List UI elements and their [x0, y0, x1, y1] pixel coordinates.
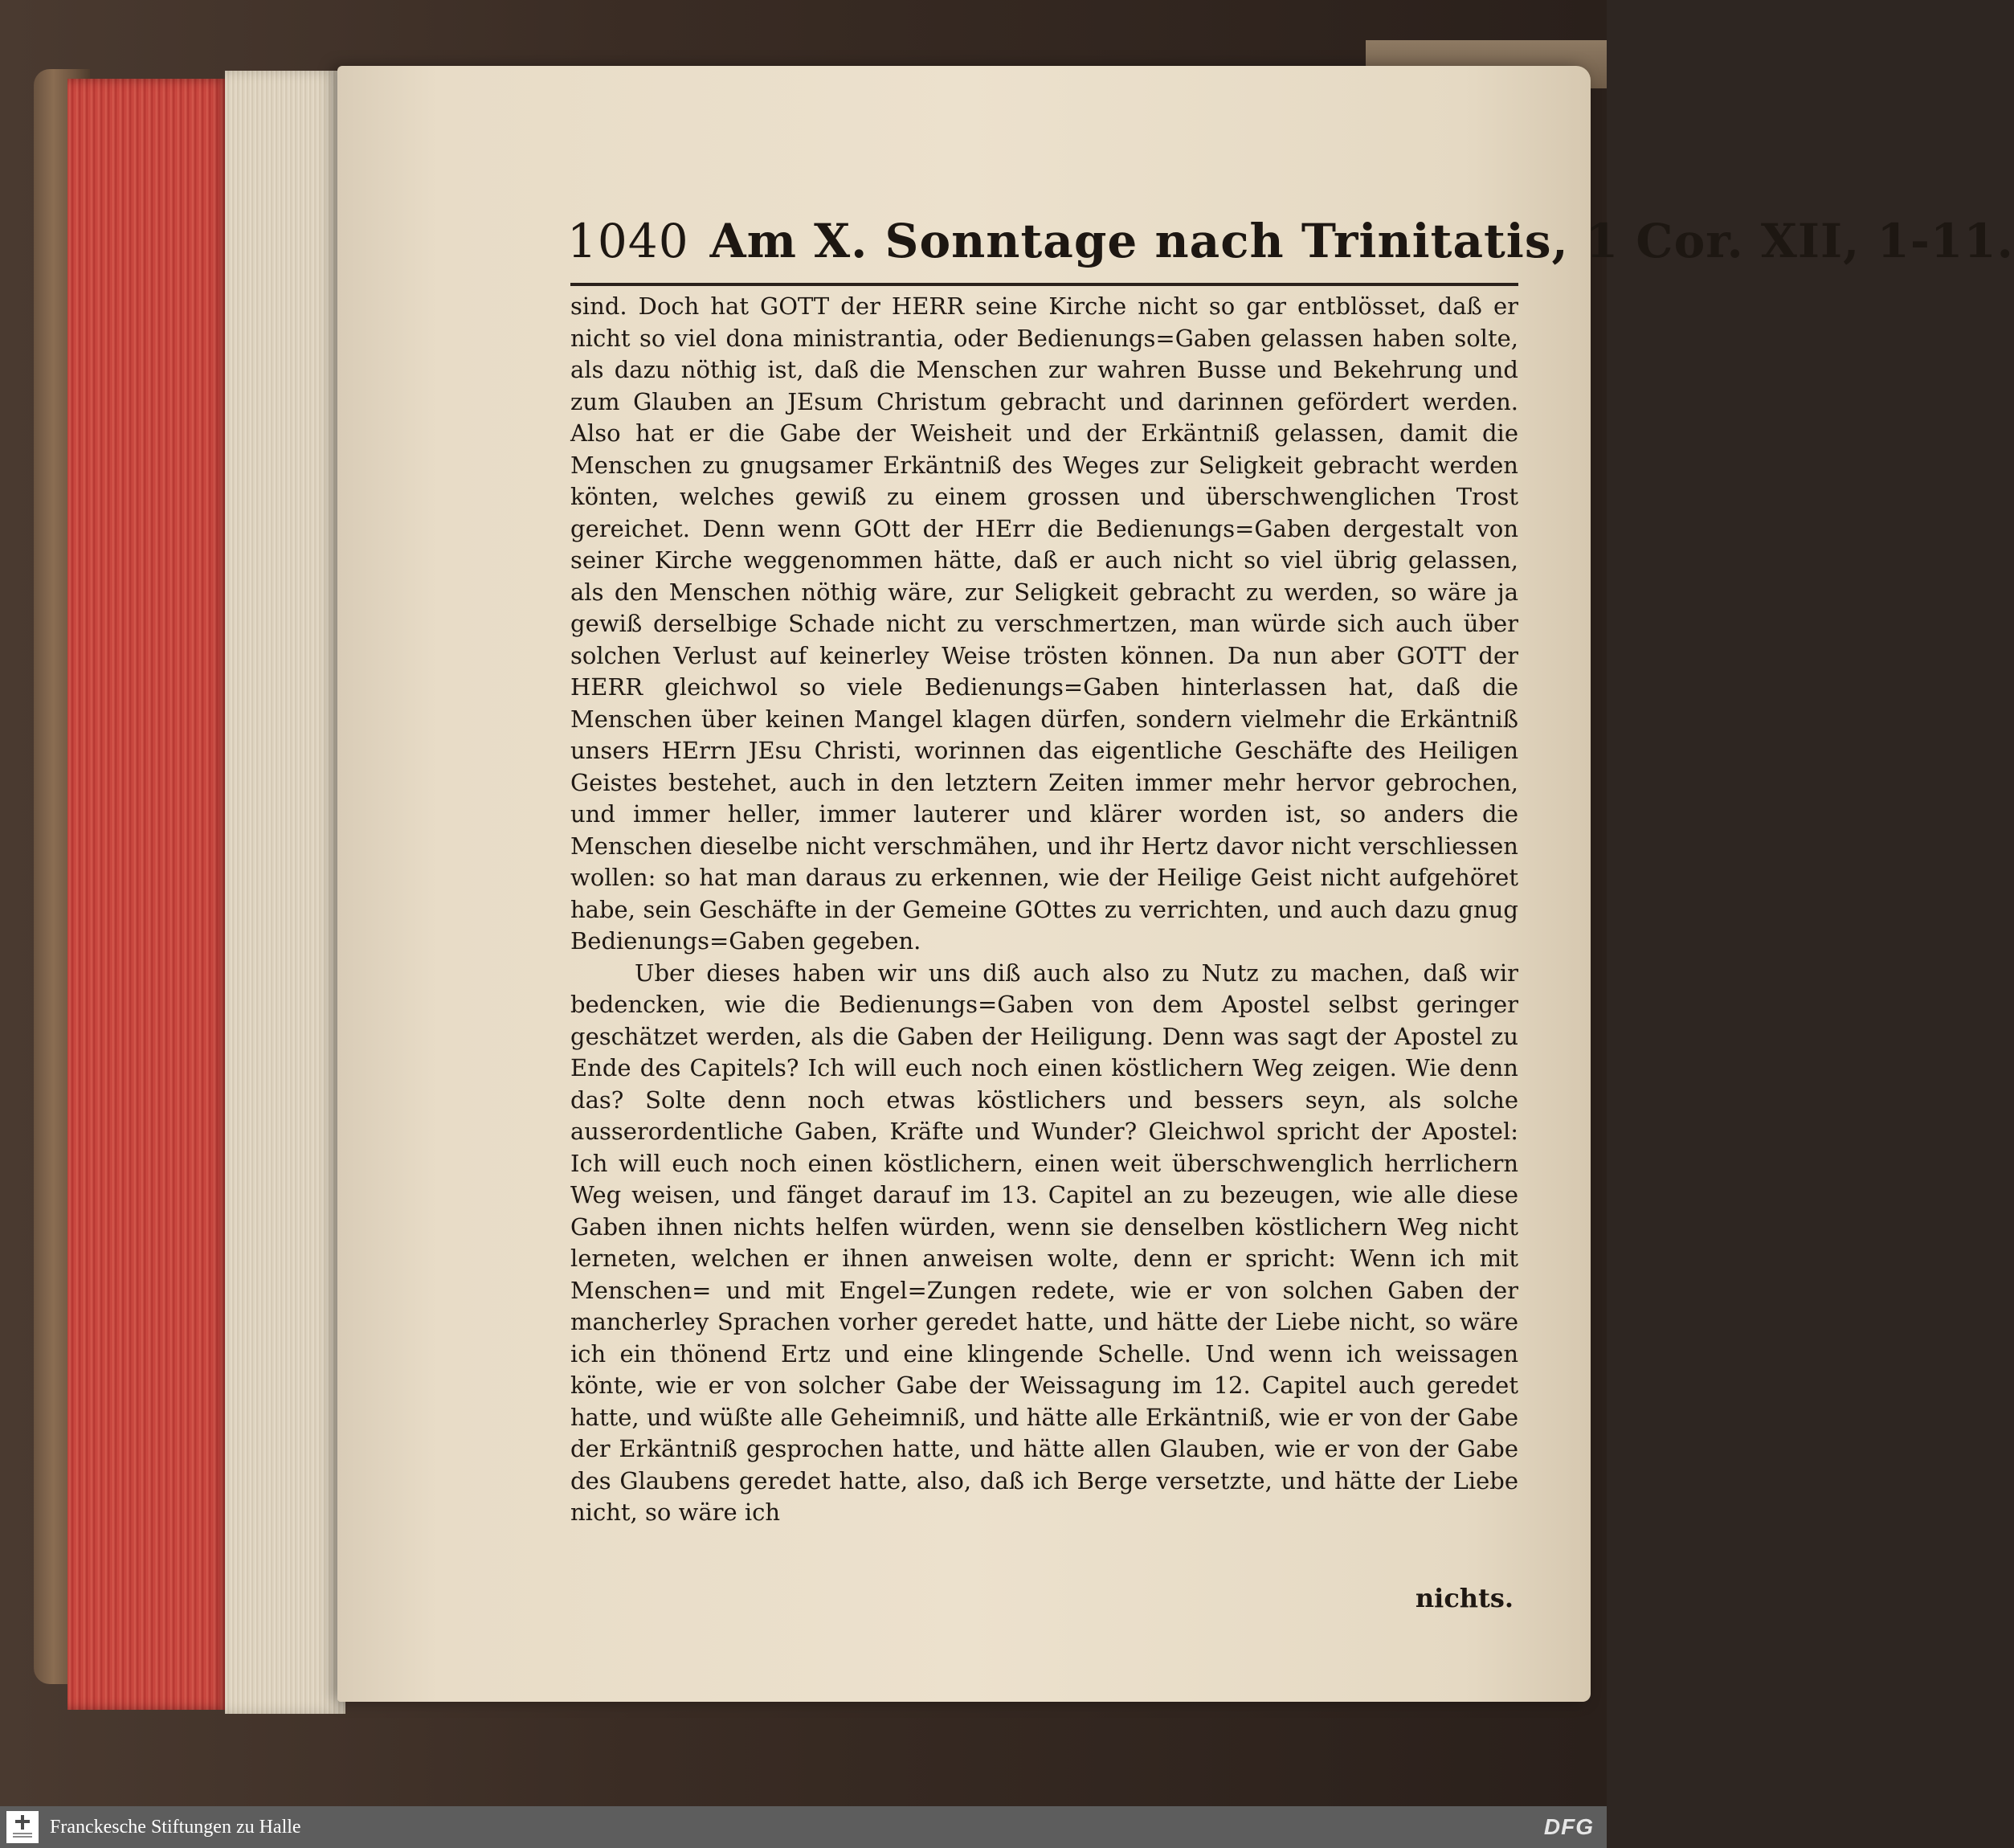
francke-foundation-logo-icon: [6, 1811, 39, 1843]
red-page-edges: [67, 79, 228, 1710]
paragraph-2: Uber dieses haben wir uns diß auch also zu Nutz zu machen, daß wir bedencken, wie die Bedienungs=Gaben von dem Apostel selbst geringer geschätzet werden, als die Gaben der Heiligung. Denn was sagt der Apostel zu Ende des Capitels? Ich will euch noch einen köstlichern Weg zeigen. Wie denn das? Solte denn noch etwas köstlichers und bessers seyn, als solche ausserordentliche Gaben, Kräfte und Wunder? Gleichwol spricht der Apostel: Ich will euch noch einen köstlichern, einen weit überschwenglich herrlichern Weg weisen, und fänget darauf im 13. Capitel an zu bezeugen, wie alle diese Gaben ihnen nichts helfen würden, wenn sie denselben köstlichern Weg nicht lerneten, welchen er ihnen anweisen wolte, denn er spricht: Wenn ich mit Menschen= und mit Engel=Zungen redete, wie er von solchen Gaben der mancherley Sprachen vorher geredet hatte, und hätte der Liebe nicht, so wäre ich ein thönend Ertz und eine klingende Schelle. Und wenn ich weissagen könte, wie er von solcher Gabe der Weissagung im 12. Capitel auch geredet hatte, und wüßte alle Geheimniß, und hätte alle Erkäntniß, wie er von der Gabe der Erkäntniß gesprochen hatte, und hätte allen Glauben, wie er von der Gabe des Glaubens geredet hatte, also, daß ich Berge versetzte, und hätte der Liebe nicht, so wäre ich: [570, 959, 1518, 1526]
head-rule: [570, 283, 1518, 286]
viewer-footer: [0, 1806, 1607, 1848]
book-page: [337, 66, 2014, 1702]
page-number: 1040: [567, 214, 689, 268]
footer-institution-label: Franckesche Stiftungen zu Halle: [50, 1816, 301, 1838]
catchword: nichts.: [1415, 1583, 1514, 1613]
body-text: [570, 291, 1518, 1529]
paragraph-1: sind. Doch hat GOTT der HERR seine Kirche nicht so gar entblösset, daß er nicht so viel dona ministrantia, oder Bedienungs=Gaben gelassen haben solte, als dazu nöthig ist, daß die Menschen zur wahren Busse und Bekehrung und zum Glauben an JEsum Christum gebracht und darinnen gefördert werden. Also hat er die Gabe der Weisheit und der Erkäntniß gelassen, damit die Menschen zu gnugsamer Erkäntniß des Weges zur Seligkeit gebracht werden könten, welches gewiß zu einem grossen und überschwenglichen Trost gereichet. Denn wenn GOtt der HErr die Bedienungs=Gaben dergestalt von seiner Kirche weggenommen hätte, daß er auch nicht so viel übrig gelassen, als den Menschen nöthig wäre, zur Seligkeit gebracht zu werden, so wäre ja gewiß derselbige Schade nicht zu verschmertzen, man würde sich auch über solchen Verlust auf keinerley Weise trösten können. Da nun aber GOTT der HERR gleichwol so viele Bedienungs=Gaben hinterlassen hat, daß die Menschen über keinen Mangel klagen dürfen, sondern vielmehr die Erkäntniß unsers HErrn JEsu Christi, worinnen das eigentliche Geschäfte des Heiligen Geistes bestehet, auch in den letztern Zeiten immer mehr hervor gebrochen, und immer heller, immer lauterer und klärer worden ist, so anders die Menschen dieselbe nicht verschmähen, und ihr Hertz davor nicht verschliessen wollen: so hat man daraus zu erkennen, wie der Heilige Geist nicht aufgehöret habe, sein Geschäfte in der Gemeine GOttes zu verrichten, und auch dazu gnug Bedienungs=Gaben gegeben.: [570, 292, 1518, 955]
page-edges: [225, 71, 345, 1714]
dfg-logo: DFG: [1543, 1814, 1594, 1839]
running-head-title: Am X. Sonntage nach Trinitatis, 1 Cor. XII, 1-11.: [709, 214, 2014, 268]
running-head: [567, 180, 2014, 268]
